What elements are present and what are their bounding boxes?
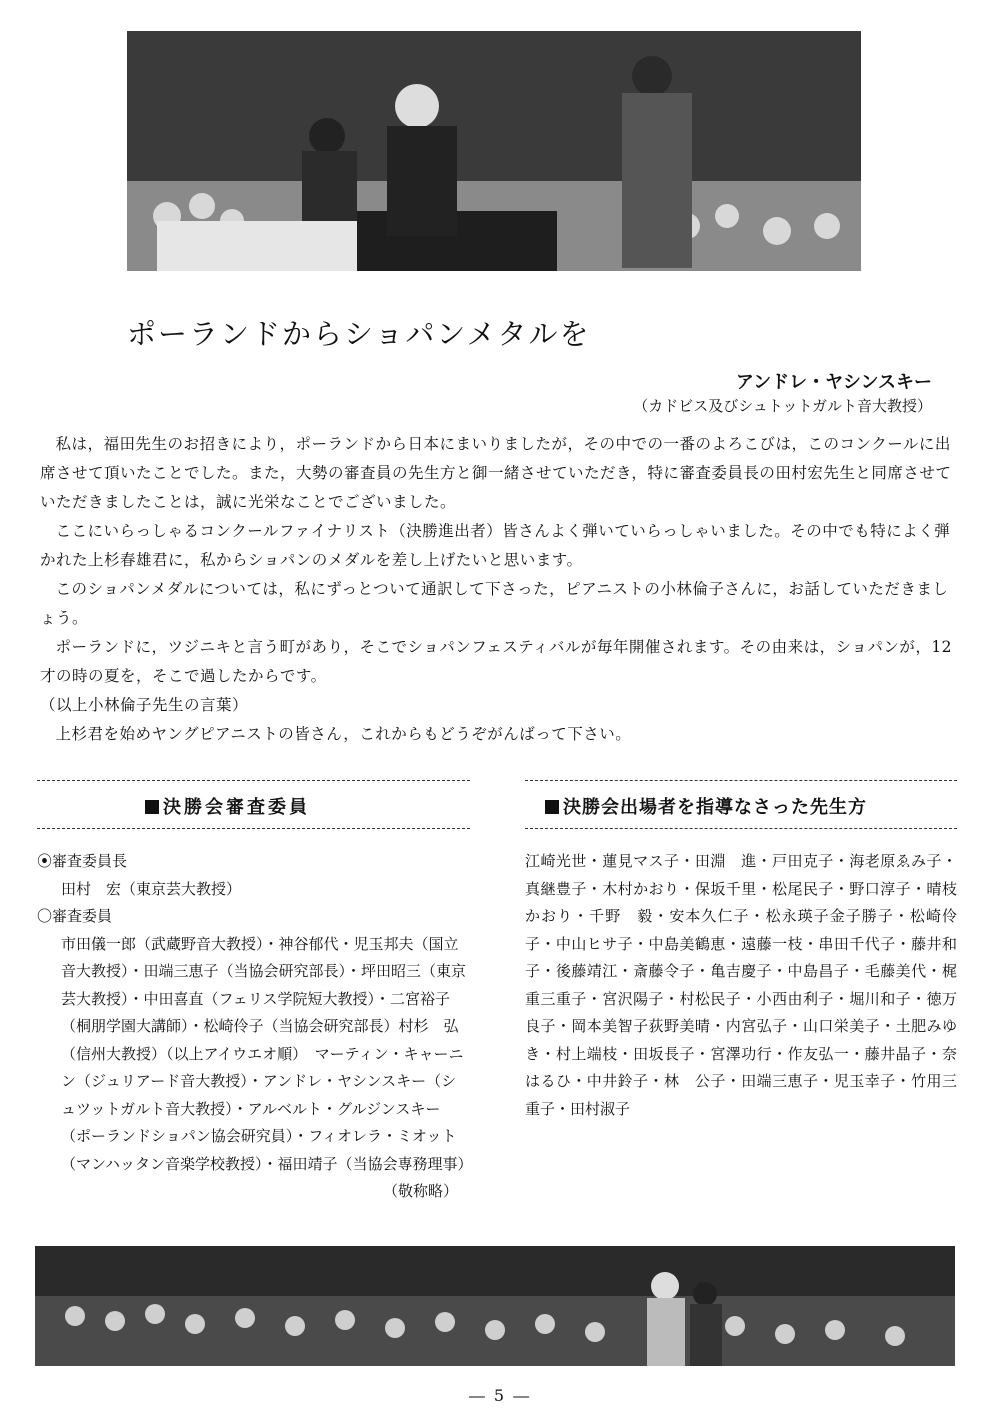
divider bbox=[37, 828, 470, 829]
square-bullet-icon bbox=[545, 800, 559, 814]
author-affiliation: （カドビス及びシュトットガルト音大教授） bbox=[633, 397, 932, 415]
paragraph: このショパンメダルについては，私にずっとついて通訳して下さった，ピアニストの小林倫子さんに，お話していただきましょう。 bbox=[40, 580, 949, 627]
paragraph: ここにいらっしゃるコンクールファイナリスト（決勝進出者）皆さんよく弾いていらっしゃいました。その中でも特によく弾かれた上杉春雄君に，私からショパンのメダルを差し上げたいと思います。 bbox=[40, 522, 951, 569]
teachers-heading: 決勝会出場者を指導なさった先生方 bbox=[545, 793, 867, 819]
chair-label: ⦿審査委員長 bbox=[37, 852, 128, 870]
article-title: ポーランドからショパンメタルを bbox=[127, 317, 591, 351]
paragraph: 私は，福田先生のお招きにより，ポーランドから日本にまいりましたが，その中での一番のよろこびは，このコンクールに出席させて頂いたことでした。また，大勢の審査員の先生方と御一緒させていただき，特に審査委員長の田村宏先生と同席させていただきましたことは，誠に光栄なことでございました。 bbox=[40, 435, 952, 511]
honorific-note: （敬称略） bbox=[382, 1182, 458, 1200]
divider bbox=[525, 828, 957, 829]
ceremony-photo bbox=[127, 31, 861, 271]
author-name: アンドレ・ヤシンスキー bbox=[735, 372, 932, 393]
chair-name: 田村 宏（東京芸大教授） bbox=[61, 879, 242, 898]
members-names: 市田儀一郎（武蔵野音大教授）・神谷郁代・児玉邦夫（国立音大教授）・田端三恵子（当協会研究部長）・坪田昭三（東京芸大教授）・中田喜直（フェリス学院短大教授）・二宮裕子（桐朋学園大講師）・松崎伶子（当協会研究部長）村杉 弘（信州大教授）（以上アイウエオ順） マーティン・キャーニン（ジュリアード音大教授）・アンドレ・ヤシンスキー（シュツットガルト音大教授）・アルベルト・グルジンスキー（ポーランドショパン協会研究員）・フィオレラ・ミオット（マンハッタン音楽学校教授）・福田靖子（当協会専務理事） bbox=[61, 934, 473, 1173]
page-number: ― 5 ― bbox=[468, 1386, 532, 1405]
judges-heading: 決勝会審査委員 bbox=[145, 793, 310, 819]
divider bbox=[37, 780, 470, 781]
paragraph: ポーランドに，ツジニキと言う町があり，そこでショパンフェスティバルが毎年開催されます。その由来は，ショパンが，12才の時の夏を，そこで過したからです。 bbox=[40, 638, 953, 685]
square-bullet-icon bbox=[145, 800, 159, 814]
audience-photo bbox=[35, 1246, 955, 1366]
paragraph: 上杉君を始めヤングピアニストの皆さん，これからもどうぞがんばって下さい。 bbox=[55, 725, 632, 743]
members-label: 〇審査委員 bbox=[37, 907, 113, 925]
article-body bbox=[40, 430, 962, 749]
paragraph: （以上小林倫子先生の言葉） bbox=[40, 696, 249, 714]
teachers-list: 江崎光世・蓮見マス子・田淵 進・戸田克子・海老原ゑみ子・真継豊子・木村かおり・保坂千里・松尾民子・野口淳子・晴枝かおり・千野 毅・安本久仁子・松永瑛子金子勝子・松崎伶子・中山ヒサ子・中島美鶴恵・遠藤一枝・串田千代子・藤井和子・後藤靖江・斎藤令子・亀吉慶子・中島昌子・毛藤美代・梶重三重子・宮沢陽子・村松民子・小西由利子・堀川和子・徳万良子・岡本美智子荻野美晴・内宮弘子・山口栄美子・土肥みゆき・村上端枝・田坂長子・宮澤功行・作友弘一・藤井晶子・奈はるひ・中井鈴子・林 公子・田端三恵子・児玉幸子・竹用三重子・田村淑子 bbox=[525, 852, 957, 1118]
judges-list bbox=[37, 848, 473, 1206]
divider bbox=[525, 780, 957, 781]
